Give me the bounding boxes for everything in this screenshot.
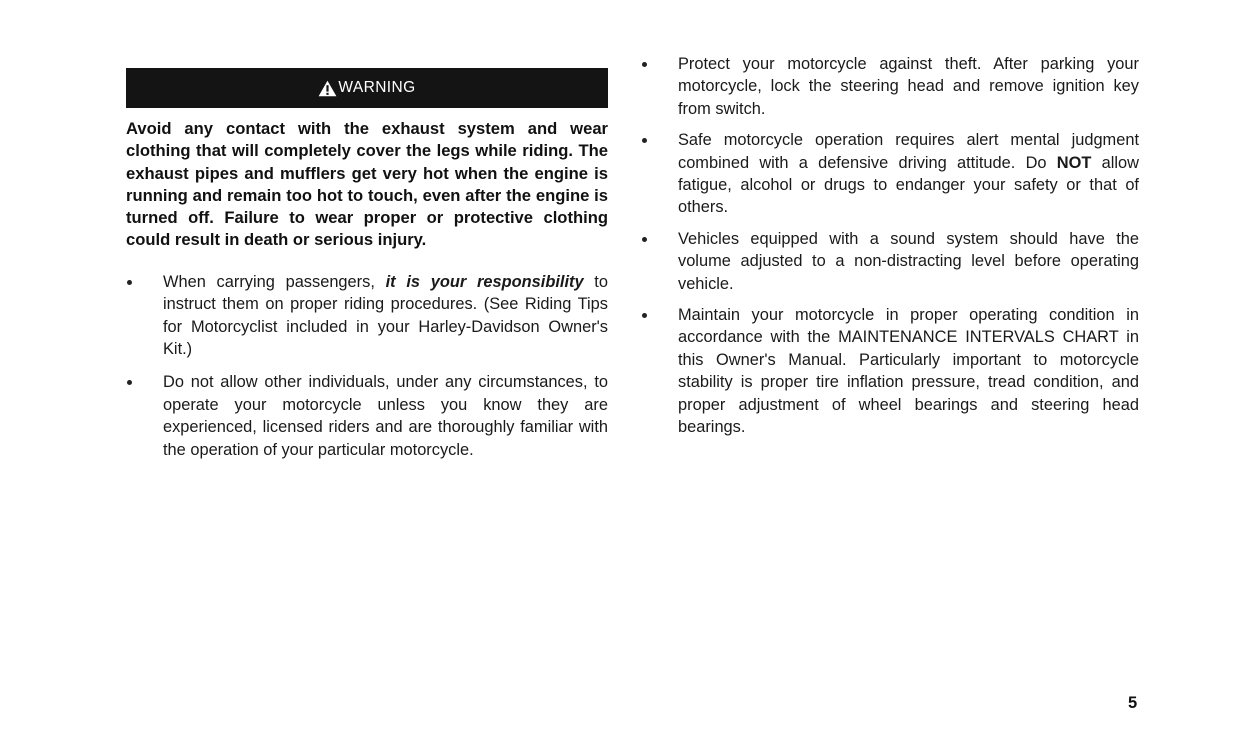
bullet-text: Protect your motorcycle against theft. After parking your motorcycle, lock the steering head and remove ignition key from switch. bbox=[678, 55, 1139, 118]
bullet-text-after: allow fatigue, alcohol or drugs to endanger your safety or that of others. bbox=[678, 153, 1140, 217]
list-item bbox=[126, 371, 608, 461]
page-number: 5 bbox=[1128, 694, 1138, 712]
bullet-text: Do not allow other individuals, under any circumstances, to operate your motorcycle unless you know they are experienced, licensed riders and are thoroughly familiar with the operation of your particular motorcycle. bbox=[163, 373, 608, 459]
bullet-text: Maintain your motorcycle in proper operating condition in accordance with the MAINTENANCE INTERVALS CHART in this Owner's Manual. Particularly important to motorcycle stability is proper tire inflation pressure, tread condition, and proper adjustment of wheel bearings and steering head bearings. bbox=[678, 306, 1139, 437]
list-item bbox=[641, 129, 1139, 219]
list-item bbox=[641, 53, 1139, 120]
bullet-icon bbox=[642, 313, 647, 318]
bullet-text-before: Safe motorcycle operation requires alert mental judgment combined with a defensive driving attitude. Do bbox=[678, 131, 1139, 172]
left-bullet-list bbox=[126, 271, 608, 461]
bullet-icon bbox=[127, 380, 132, 385]
left-column bbox=[126, 68, 608, 470]
bullet-icon bbox=[642, 237, 647, 242]
bullet-text: Vehicles equipped with a sound system should have the volume adjusted to a non-distracting level before operating vehicle. bbox=[678, 229, 1139, 293]
warning-text: Avoid any contact with the exhaust system and wear clothing that will completely cover the legs while riding. The exhaust pipes and mufflers get very hot when the engine is running and remain too hot to touch, even after the engine is turned off. Failure to wear proper or protective clothing could result in death or serious injury. bbox=[126, 119, 608, 250]
bullet-emphasis: it is your responsibility bbox=[385, 272, 584, 291]
right-bullet-list bbox=[641, 53, 1139, 439]
list-item bbox=[641, 228, 1139, 295]
bullet-icon bbox=[127, 280, 132, 285]
bullet-text-after: to instruct them on proper riding procedures. (See Riding Tips for Motorcyclist included in your Harley-Davidson Owner's Kit.) bbox=[163, 272, 608, 358]
bullet-icon bbox=[642, 138, 647, 143]
bullet-strong: NOT bbox=[1056, 153, 1092, 172]
bullet-icon bbox=[642, 62, 647, 67]
right-column bbox=[641, 53, 1139, 448]
list-item bbox=[126, 271, 608, 361]
bullet-text-before: When carrying passengers, bbox=[163, 272, 386, 291]
warning-triangle-icon bbox=[318, 80, 337, 97]
warning-label: WARNING bbox=[338, 79, 416, 96]
warning-header bbox=[126, 68, 608, 108]
list-item bbox=[641, 304, 1139, 438]
